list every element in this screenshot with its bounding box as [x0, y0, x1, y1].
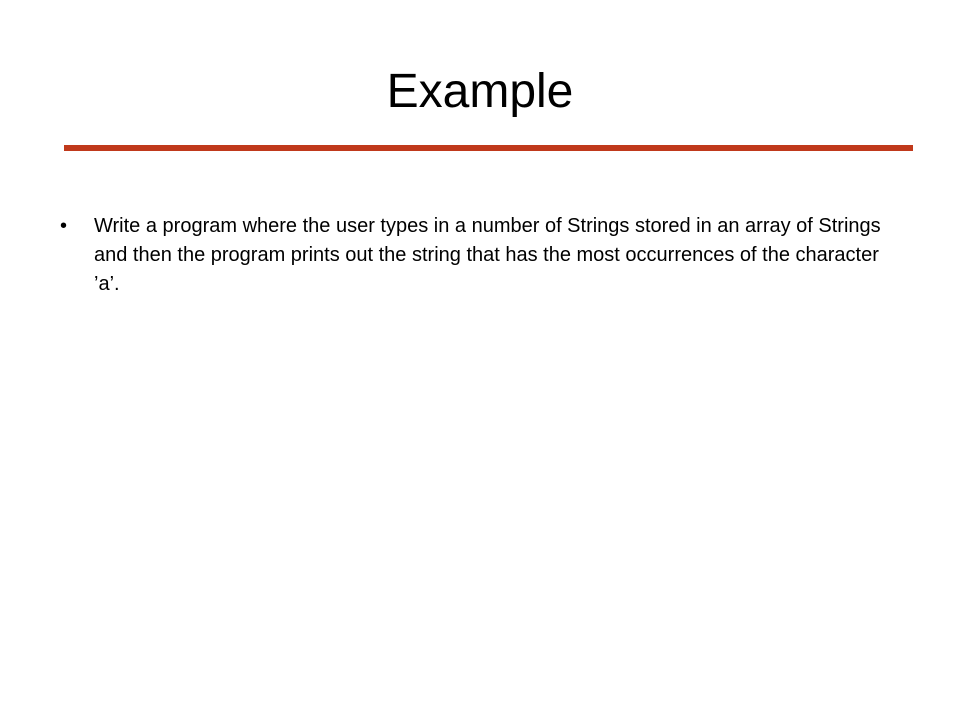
bullet-text: Write a program where the user types in a number of Strings stored in an array of Strings and then the program prints out the string that has the most occurrences of the character ’a’. [94, 215, 881, 295]
slide-title: Example [386, 65, 574, 118]
bullet-item [60, 212, 890, 299]
bullet-icon: • [60, 215, 68, 237]
bullet-list [60, 212, 890, 299]
title-underline-rule [64, 145, 913, 151]
